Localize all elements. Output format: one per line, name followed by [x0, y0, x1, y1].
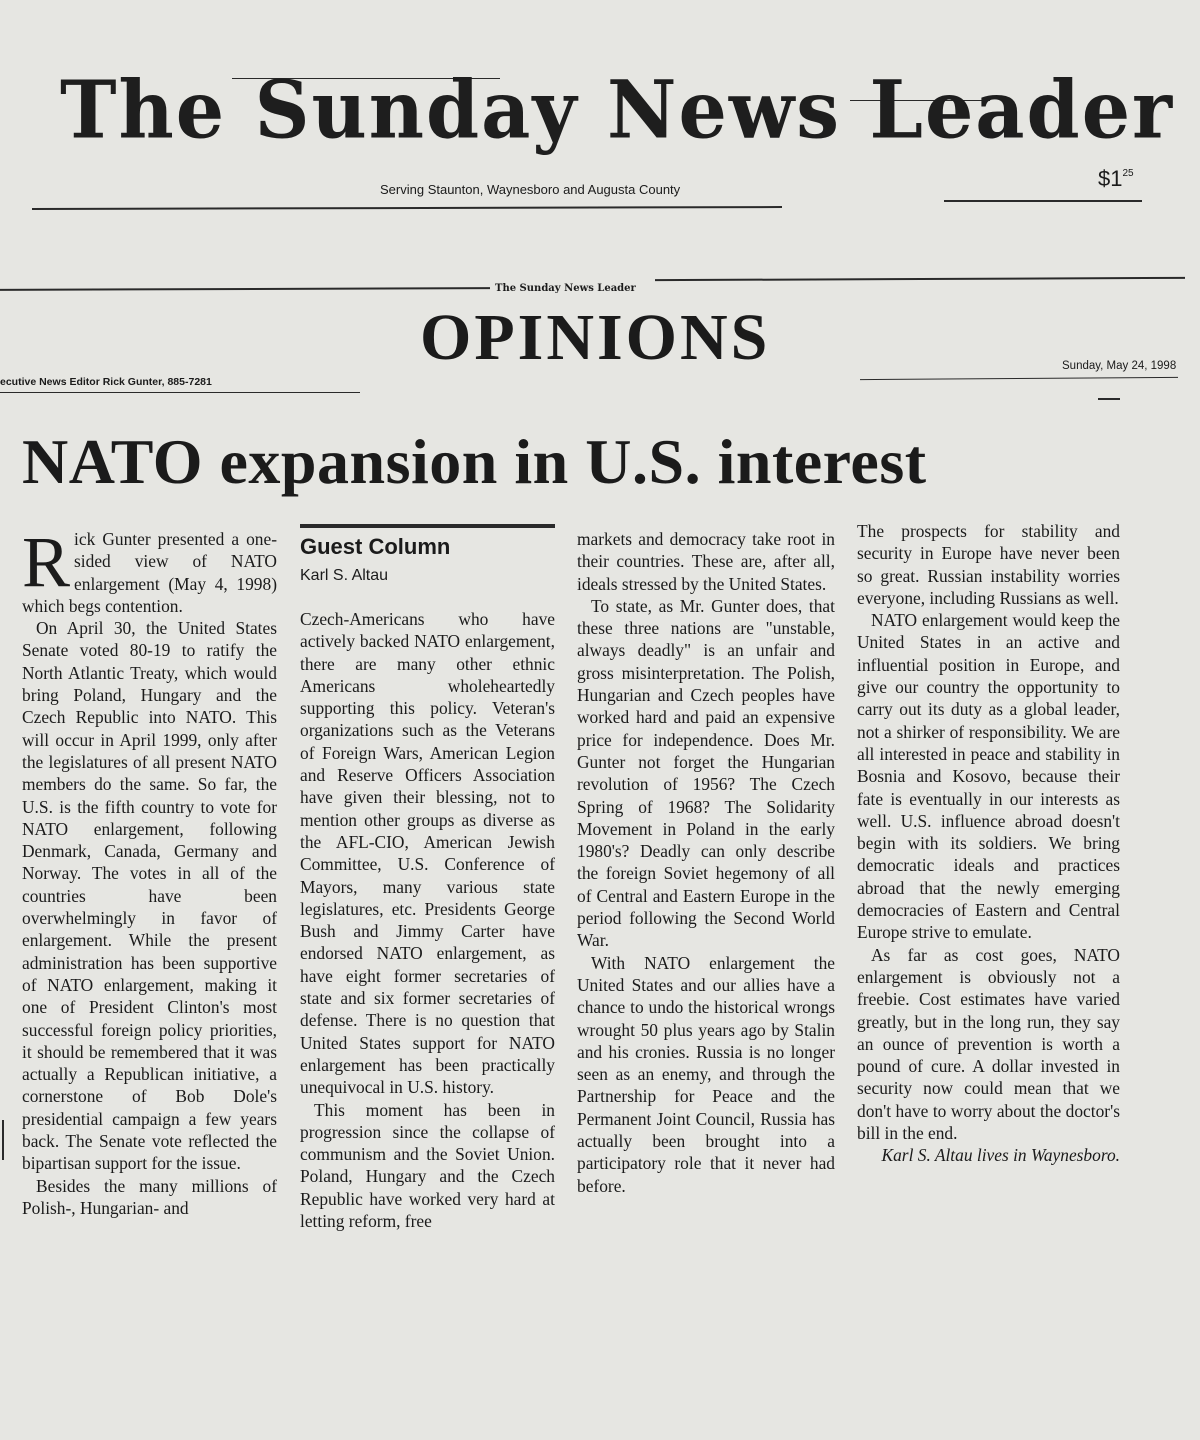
editor-contact: ecutive News Editor Rick Gunter, 885-7281	[0, 376, 212, 388]
article-paragraph: NATO enlargement would keep the United States in an active and influential position in Europe, and give our country the opportunity to carry out its duty as a global leader, not a shirker of responsibility. We are all interested in peace and stability in Bosnia and Kosovo, because their fate is eventually in our interests as well. U.S. influence abroad doesn't begin with its soldiers. We bring democratic ideals and practices abroad that the newly emerging democracies of Eastern and Central Europe strive to emulate.	[857, 610, 1120, 943]
article-paragraph: Besides the many millions of Polish-, Hungarian- and	[22, 1175, 277, 1218]
price-cents: 25	[1122, 168, 1134, 179]
article-column-1	[22, 528, 277, 1348]
article-paragraph: On April 30, the United States Senate voted 80-19 to ratify the North Atlantic Treaty, which would bring Poland, Hungary and the Czech Republic into NATO. This will occur in April 1999, only after the legislatures of all present NATO members do the same. So far, the U.S. is the fifth country to vote for NATO enlargement, following Denmark, Canada, Germany and Norway. The votes in all of the countries have been overwhelmingly in favor of enlargement. While the present administration has been supportive of NATO enlargement, making it one of President Clinton's most successful foreign policy priorities, it should be remembered that it was actually a Republican initiative, a cornerstone of Bob Dole's presidential campaign a few years back. The Senate vote reflected the bipartisan support for the issue.	[22, 618, 277, 1174]
article-text: ick Gunter presented a one-sided view of NATO enlargement (May 4, 1998) which begs contention.	[22, 529, 277, 616]
article-column-3	[577, 528, 835, 1348]
article-paragraph: markets and democracy take root in their countries. These are, after all, ideals stressed by the United States.	[577, 529, 835, 594]
article-paragraph: To state, as Mr. Gunter does, that these three nations are "unstable, always deadly" is an unfair and gross misinterpretation. The Polish, Hungarian and Czech peoples have worked hard and paid an expensive price for independence. Does Mr. Gunter not forget the Hungarian revolution of 1956? The Czech Spring of 1968? The Solidarity Movement in Poland in the early 1980's? Deadly can only describe the foreign Soviet hegemony of all of Central and Eastern Europe in the period following the Second World War.	[577, 595, 835, 951]
article-paragraph: This moment has been in progression since the collapse of communism and the Soviet Union. Poland, Hungary and the Czech Republic have worked very hard at letting reform, free	[300, 1099, 555, 1232]
masthead-bottom-rule	[32, 206, 782, 210]
drop-cap: R	[22, 528, 71, 602]
article-paragraph: The prospects for stability and security in Europe have never been so great. Russian instability worries everyone, including Russians as well.	[857, 521, 1120, 608]
section-title: OPINIONS	[420, 301, 771, 374]
date-rule	[860, 377, 1178, 380]
article-column-4	[857, 520, 1120, 1340]
article-paragraph: Czech-Americans who have actively backed NATO enlargement, there are many other ethnic Americans wholeheartedly supporting this policy. Veteran's organizations such as the Veterans of Foreign Wars, American Legion and Reserve Officers Association have given their blessing, not to mention other groups as diverse as the AFL-CIO, American Jewish Committee, U.S. Conference of Mayors, many various state legislatures, etc. Presidents George Bush and Jimmy Carter have endorsed NATO enlargement, as have eight former secretaries of state and six former secretaries of defense. There is no question that United States support for NATO enlargement has been practically unequivocal in U.S. history.	[300, 609, 555, 1098]
issue-date: Sunday, May 24, 1998	[1062, 360, 1177, 372]
newspaper-price	[1098, 166, 1134, 192]
article-headline: NATO expansion in U.S. interest	[22, 426, 927, 497]
article-paragraph	[22, 528, 277, 617]
margin-mark	[2, 1120, 4, 1160]
section-rule-right	[655, 277, 1185, 281]
guest-column-label: Guest Column	[300, 524, 555, 560]
date-rule-mark	[1098, 398, 1120, 400]
article-paragraph: As far as cost goes, NATO enlargement is obviously not a freebie. Cost estimates have varied greatly, but in the long run, they say an ounce of prevention is worth a pound of cure. A dollar invested in security now could mean that we don't have to worry about the doctor's bill in the end.	[857, 944, 1120, 1144]
author-byline: Karl S. Altau	[300, 567, 389, 584]
price-dollars: $1	[1098, 166, 1123, 191]
masthead-bottom-rule-right	[944, 200, 1142, 202]
author-signoff	[857, 1144, 1120, 1166]
editor-rule	[0, 392, 360, 393]
newspaper-masthead: The Sunday News Leader	[60, 62, 1175, 157]
section-flag: The Sunday News Leader	[495, 283, 636, 294]
masthead-tagline: Serving Staunton, Waynesboro and Augusta County	[380, 182, 681, 197]
section-rule-left	[0, 287, 490, 291]
signoff-text: Karl S. Altau lives in Waynesboro.	[881, 1145, 1120, 1166]
article-paragraph: With NATO enlargement the United States and our allies have a chance to undo the historical wrongs wrought 50 plus years ago by Stalin and his cronies. Russia is no longer seen as an enemy, and through the Partnership for Peace and the Permanent Joint Council, Russia has actually been brought into a participatory role that it never had before.	[577, 952, 835, 1196]
article-column-2	[300, 524, 555, 1344]
